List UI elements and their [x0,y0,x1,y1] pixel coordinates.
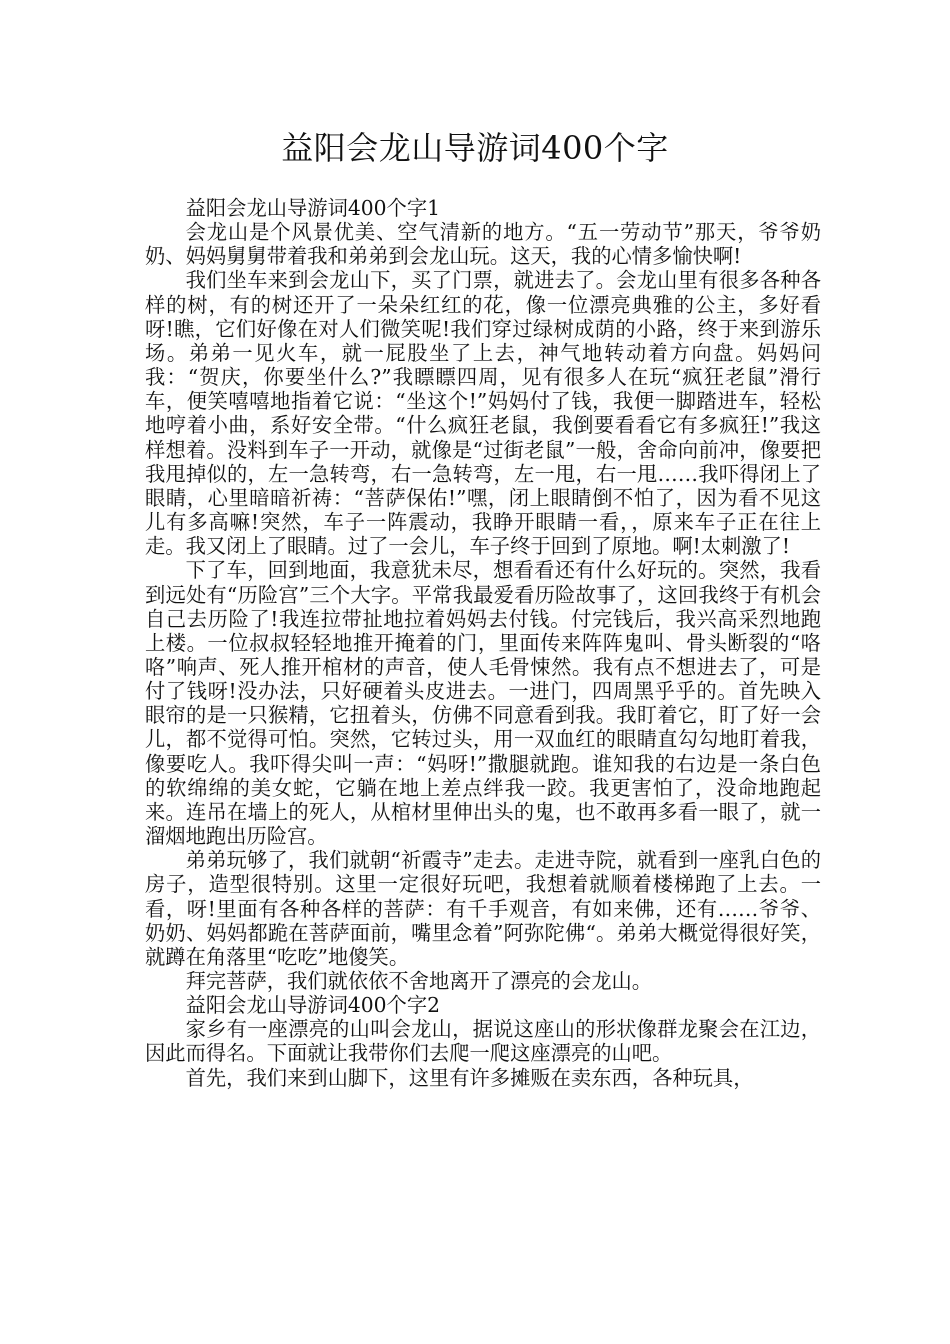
section-heading-1: 益阳会龙山导游词400个字1 [185,196,441,220]
paragraph: 我们坐车来到会龙山下，买了门票，就进去了。会龙山里有很多各种各样的树，有的树还开了一朵朵红红的花，像一位漂亮典雅的公主，多好看呀!瞧，它们好像在对人们微笑呢!我们穿过绿树成荫的小路，终于来到游乐场。弟弟一见火车，就一屁股坐了上去，神气地转动着方向盘。妈妈问我：“贺庆，你要坐什么?”我瞟瞟四周，见有很多人在玩“疯狂老鼠”滑行车，便笑嘻嘻地指着它说：“坐这个!”妈妈付了钱，我便一脚踏进车，轻松地哼着小曲，系好安全带。“什么疯狂老鼠，我倒要看看它有多疯狂!”我这样想着。没料到车子一开动，就像是“过街老鼠”一般，舍命向前冲，像要把我甩掉似的，左一急转弯，右一急转弯，左一甩，右一甩……我吓得闭上了眼睛，心里暗暗祈祷：“菩萨保佑!”嘿，闭上眼睛倒不怕了，因为看不见这儿有多高嘛!突然，车子一阵震动，我睁开眼睛一看，，原来车子正在往上走。我又闭上了眼睛。过了一会儿，车子终于回到了原地。啊!太刺激了! [145,268,821,559]
document-title: 益阳会龙山导游词400个字 [281,129,669,167]
paragraph: 拜完菩萨，我们就依依不舍地离开了漂亮的会龙山。 [185,969,653,993]
section-heading-2: 益阳会龙山导游词400个字2 [185,993,441,1018]
paragraph: 家乡有一座漂亮的山叫会龙山，据说这座山的形状像群龙聚会在江边，因此而得名。下面就让我带你们去爬一爬这座漂亮的山吧。 [145,1017,821,1066]
paragraph: 会龙山是个风景优美、空气清新的地方。“五一劳动节”那天，爷爷奶奶、妈妈舅舅带着我和弟弟到会龙山玩。这天，我的心情多愉快啊! [145,220,821,269]
paragraph: 首先，我们来到山脚下，这里有许多摊贩在卖东西，各种玩具， [185,1065,754,1090]
paragraph: 下了车，回到地面，我意犹未尽，想看看还有什么好玩的。突然，我看到远处有“历险宫”三个大字。平常我最爱看历险故事了，这回我终于有机会自己去历险了!我连拉带扯地拉着妈妈去付钱。付完钱后，我兴高采烈地跑上楼。一位叔叔轻轻地推开掩着的门，里面传来阵阵鬼叫、骨头断裂的“咯咯”响声、死人推开棺材的声音，使人毛骨悚然。我有点不想进去了，可是付了钱呀!没办法，只好硬着头皮进去。一进门，四周黑乎乎的。首先映入眼帘的是一只猴精，它扭着头，仿佛不同意看到我。我盯着它，盯了好一会儿，都不觉得可怕。突然，它转过头，用一双血红的眼睛直勾勾地盯着我，像要吃人。我吓得尖叫一声：“妈呀!”撒腿就跑。谁知我的右边是一条白色的软绵绵的美女蛇，它躺在地上差点绊我一跤。我更害怕了，没命地跑起来。连吊在墙上的死人，从棺材里伸出头的鬼，也不敢再多看一眼了，就一溜烟地跑出历险宫。 [145,558,821,849]
document-body [145,196,821,1090]
paragraph: 弟弟玩够了，我们就朝“祈霞寺”走去。走进寺院，就看到一座乳白色的房子，造型很特别。这里一定很好玩吧，我想着就顺着楼梯跑了上去。一看，呀!里面有各种各样的菩萨：有千手观音，有如来佛，还有……爷爷、奶奶、妈妈都跪在菩萨面前，嘴里念着”阿弥陀佛“。弟弟大概觉得很好笑，就蹲在角落里“吃吃”地傻笑。 [145,848,821,969]
